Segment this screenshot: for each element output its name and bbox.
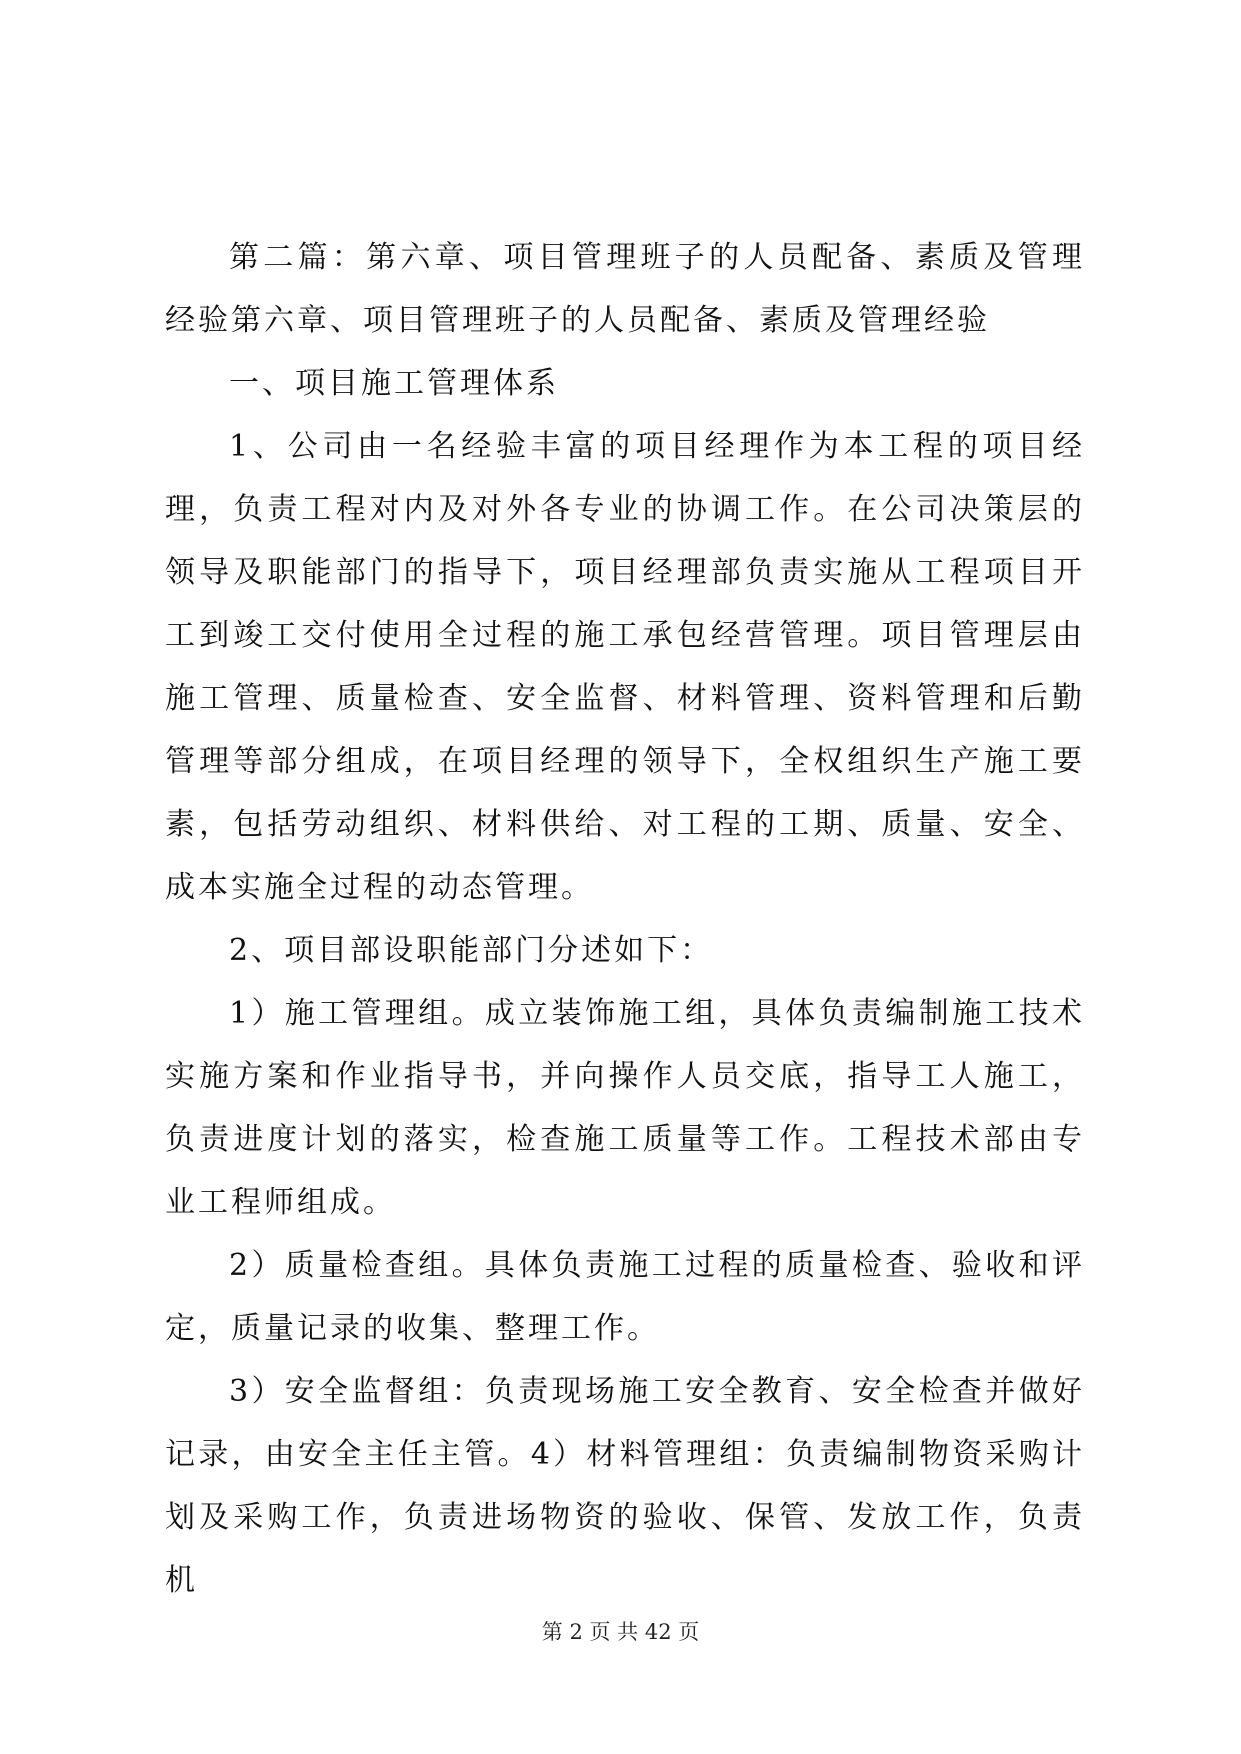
paragraph-subitem-1: 1）施工管理组。成立装饰施工组，具体负责编制施工技术实施方案和作业指导书，并向操作人员交底，指导工人施工，负责进度计划的落实，检查施工质量等工作。工程技术部由专业工程师组成。	[165, 996, 1085, 1220]
paragraph-item-1: 1、公司由一名经验丰富的项目经理作为本工程的项目经理，负责工程对内及对外各专业的协调工作。在公司决策层的领导及职能部门的指导下，项目经理部负责实施从工程项目开工到竣工交付使用全过程的施工承包经营管理。项目管理层由施工管理、质量检查、安全监督、材料管理、资料管理和后勤管理等部分组成，在项目经理的领导下，全权组织生产施工要素，包括劳动组织、材料供给、对工程的工期、质量、安全、成本实施全过程的动态管理。	[165, 429, 1085, 905]
paragraph-subitem-2: 2）质量检查组。具体负责施工过程的质量检查、验收和评定，质量记录的收集、整理工作。	[165, 1248, 1085, 1346]
paragraph-item-2: 2、项目部设职能部门分述如下：	[229, 933, 714, 968]
paragraph-section-heading: 一、项目施工管理体系	[229, 366, 559, 401]
page-footer	[0, 1618, 1241, 1646]
paragraph-title: 第二篇：第六章、项目管理班子的人员配备、素质及管理经验第六章、项目管理班子的人员配备、素质及管理经验	[165, 240, 1085, 338]
paragraph-subitem-3-4: 3）安全监督组：负责现场施工安全教育、安全检查并做好记录，由安全主任主管。4）材料管理组：负责编制物资采购计划及采购工作，负责进场物资的验收、保管、发放工作，负责机	[165, 1374, 1085, 1598]
document-body	[165, 226, 1085, 1612]
page-number-label: 第 2 页 共 42 页	[541, 1620, 700, 1644]
